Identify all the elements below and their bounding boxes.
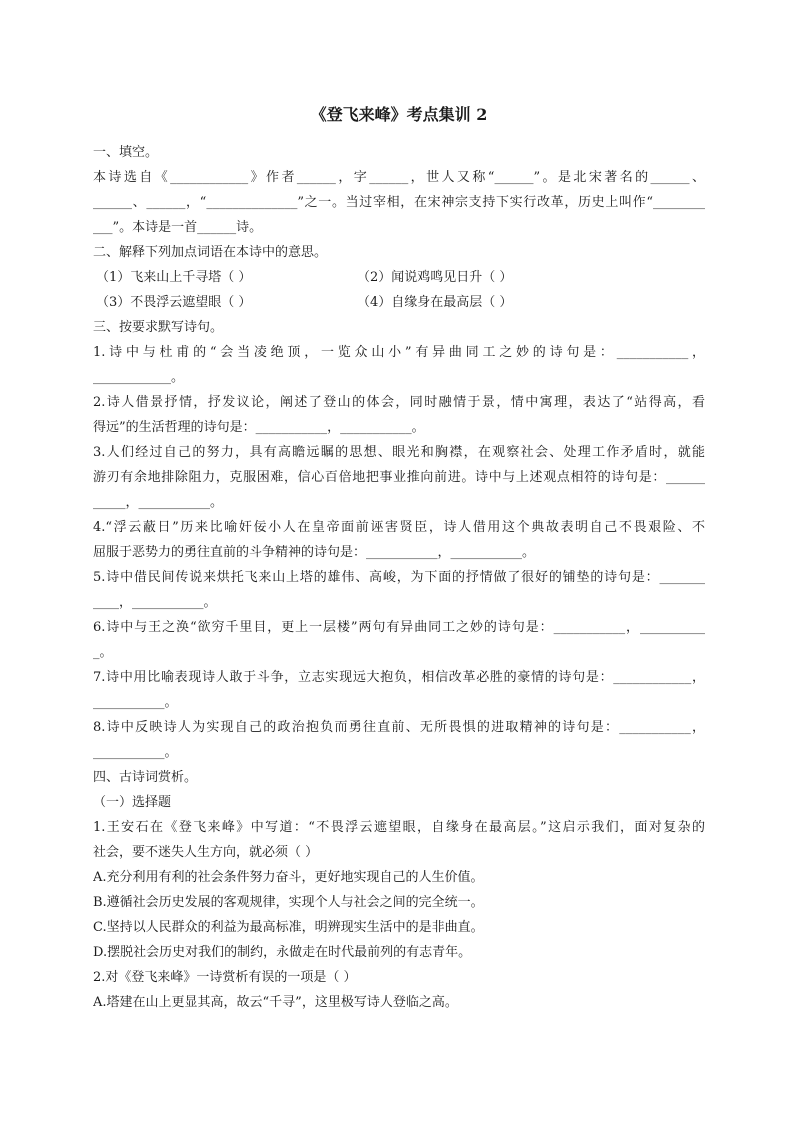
explain-item: （4）自缘身在最高层（ ） xyxy=(357,295,513,310)
fill-blank-line: ______、______，“______________”之一。当过宰相，在宋神宗支持下实行改革，历史上叫作“________ xyxy=(93,195,705,210)
explain-item: （1）飞来山上千寻塔（ ） xyxy=(96,270,252,285)
section-heading-fill-blank: 一、填空。 xyxy=(93,145,159,160)
explain-row xyxy=(93,290,705,315)
choice-option: A.塔建在山上更显其高，故云“千寻”，这里极写诗人登临之高。 xyxy=(93,995,458,1010)
explain-item: （2）闻说鸡鸣见日升（ ） xyxy=(357,270,513,285)
recite-question: _____，___________。 xyxy=(93,495,224,510)
recite-question: 4.“浮云蔽日”历来比喻奸佞小人在皇帝面前诬害贤臣，诗人借用这个典故表明自己不畏艰险、不 xyxy=(93,520,705,535)
question-stem: 1.王安石在《登飞来峰》中写道：“不畏浮云遮望眼，自缘身在最高层。”这启示我们，面对复杂的 xyxy=(93,820,705,835)
recite-question: 8.诗中反映诗人为实现自己的政治抱负而勇往直前、无所畏惧的进取精神的诗句是：___________， xyxy=(93,720,705,735)
recite-question: ____，___________。 xyxy=(93,595,217,610)
section-heading-appreciation: 四、古诗词赏析。 xyxy=(93,770,198,785)
recite-question: 1.诗中与杜甫的“会当凌绝顶，一览众山小”有异曲同工之妙的诗句是：___________， xyxy=(93,345,705,360)
recite-question: 游刃有余地排除阻力，克服困难，信心百倍地把事业推向前进。诗中与上述观点相符的诗句是：______ xyxy=(93,470,705,485)
subheading-multiple-choice: （一）选择题 xyxy=(93,795,172,810)
section-heading-recite: 三、按要求默写诗句。 xyxy=(93,320,224,335)
choice-option: A.充分利用有利的社会条件努力奋斗，更好地实现自己的人生价值。 xyxy=(93,870,484,885)
explain-item: （3）不畏浮云遮望眼（ ） xyxy=(96,295,252,310)
recite-question: _。 xyxy=(93,645,113,660)
section-heading-explain: 二、解释下列加点词语在本诗中的意思。 xyxy=(93,245,328,260)
recite-question: ____________。 xyxy=(93,370,185,385)
recite-question: 2.诗人借景抒情，抒发议论，阐述了登山的体会，同时融情于景，情中寓理，表达了“站得高，看 xyxy=(93,395,705,410)
fill-blank-line: ___”。本诗是一首______诗。 xyxy=(93,220,263,235)
explain-row xyxy=(93,265,705,290)
question-stem: 社会，要不迷失人生方向，就必须（ ） xyxy=(93,845,319,860)
recite-question: 6.诗中与王之涣“欲穷千里目，更上一层楼”两句有异曲同工之妙的诗句是：___________，__________ xyxy=(93,620,705,635)
fill-blank-line: 本诗选自《____________》作者______，字______，世人又称“______”。是北宋著名的______、 xyxy=(93,170,705,185)
page-title: 《登飞来峰》考点集训 2 xyxy=(310,105,488,124)
choice-option: B.遵循社会历史发展的客观规律，实现个人与社会之间的完全统一。 xyxy=(93,895,484,910)
choice-option: D.摆脱社会历史对我们的制约，永做走在时代最前列的有志青年。 xyxy=(93,945,472,960)
recite-question: ___________。 xyxy=(93,695,178,710)
recite-question: 3.人们经过自己的努力，具有高瞻远瞩的思想、眼光和胸襟，在观察社会、处理工作矛盾时，就能 xyxy=(93,445,705,460)
recite-question: ___________。 xyxy=(93,745,178,760)
recite-question: 得远”的生活哲理的诗句是：___________，___________。 xyxy=(93,420,425,435)
question-stem: 2.对《登飞来峰》一诗赏析有误的一项是（ ） xyxy=(93,970,357,985)
choice-option: C.坚持以人民群众的利益为最高标准，明辨现实生活中的是非曲直。 xyxy=(93,920,484,935)
worksheet-page xyxy=(93,104,705,1015)
recite-question: 5.诗中借民间传说来烘托飞来山上塔的雄伟、高峻，为下面的抒情做了很好的铺垫的诗句是：_______ xyxy=(93,570,705,585)
recite-question: 屈服于恶势力的勇往直前的斗争精神的诗句是：___________，___________。 xyxy=(93,545,536,560)
recite-question: 7.诗中用比喻表现诗人敢于斗争，立志实现远大抱负，相信改革必胜的豪情的诗句是：____________， xyxy=(93,670,705,685)
